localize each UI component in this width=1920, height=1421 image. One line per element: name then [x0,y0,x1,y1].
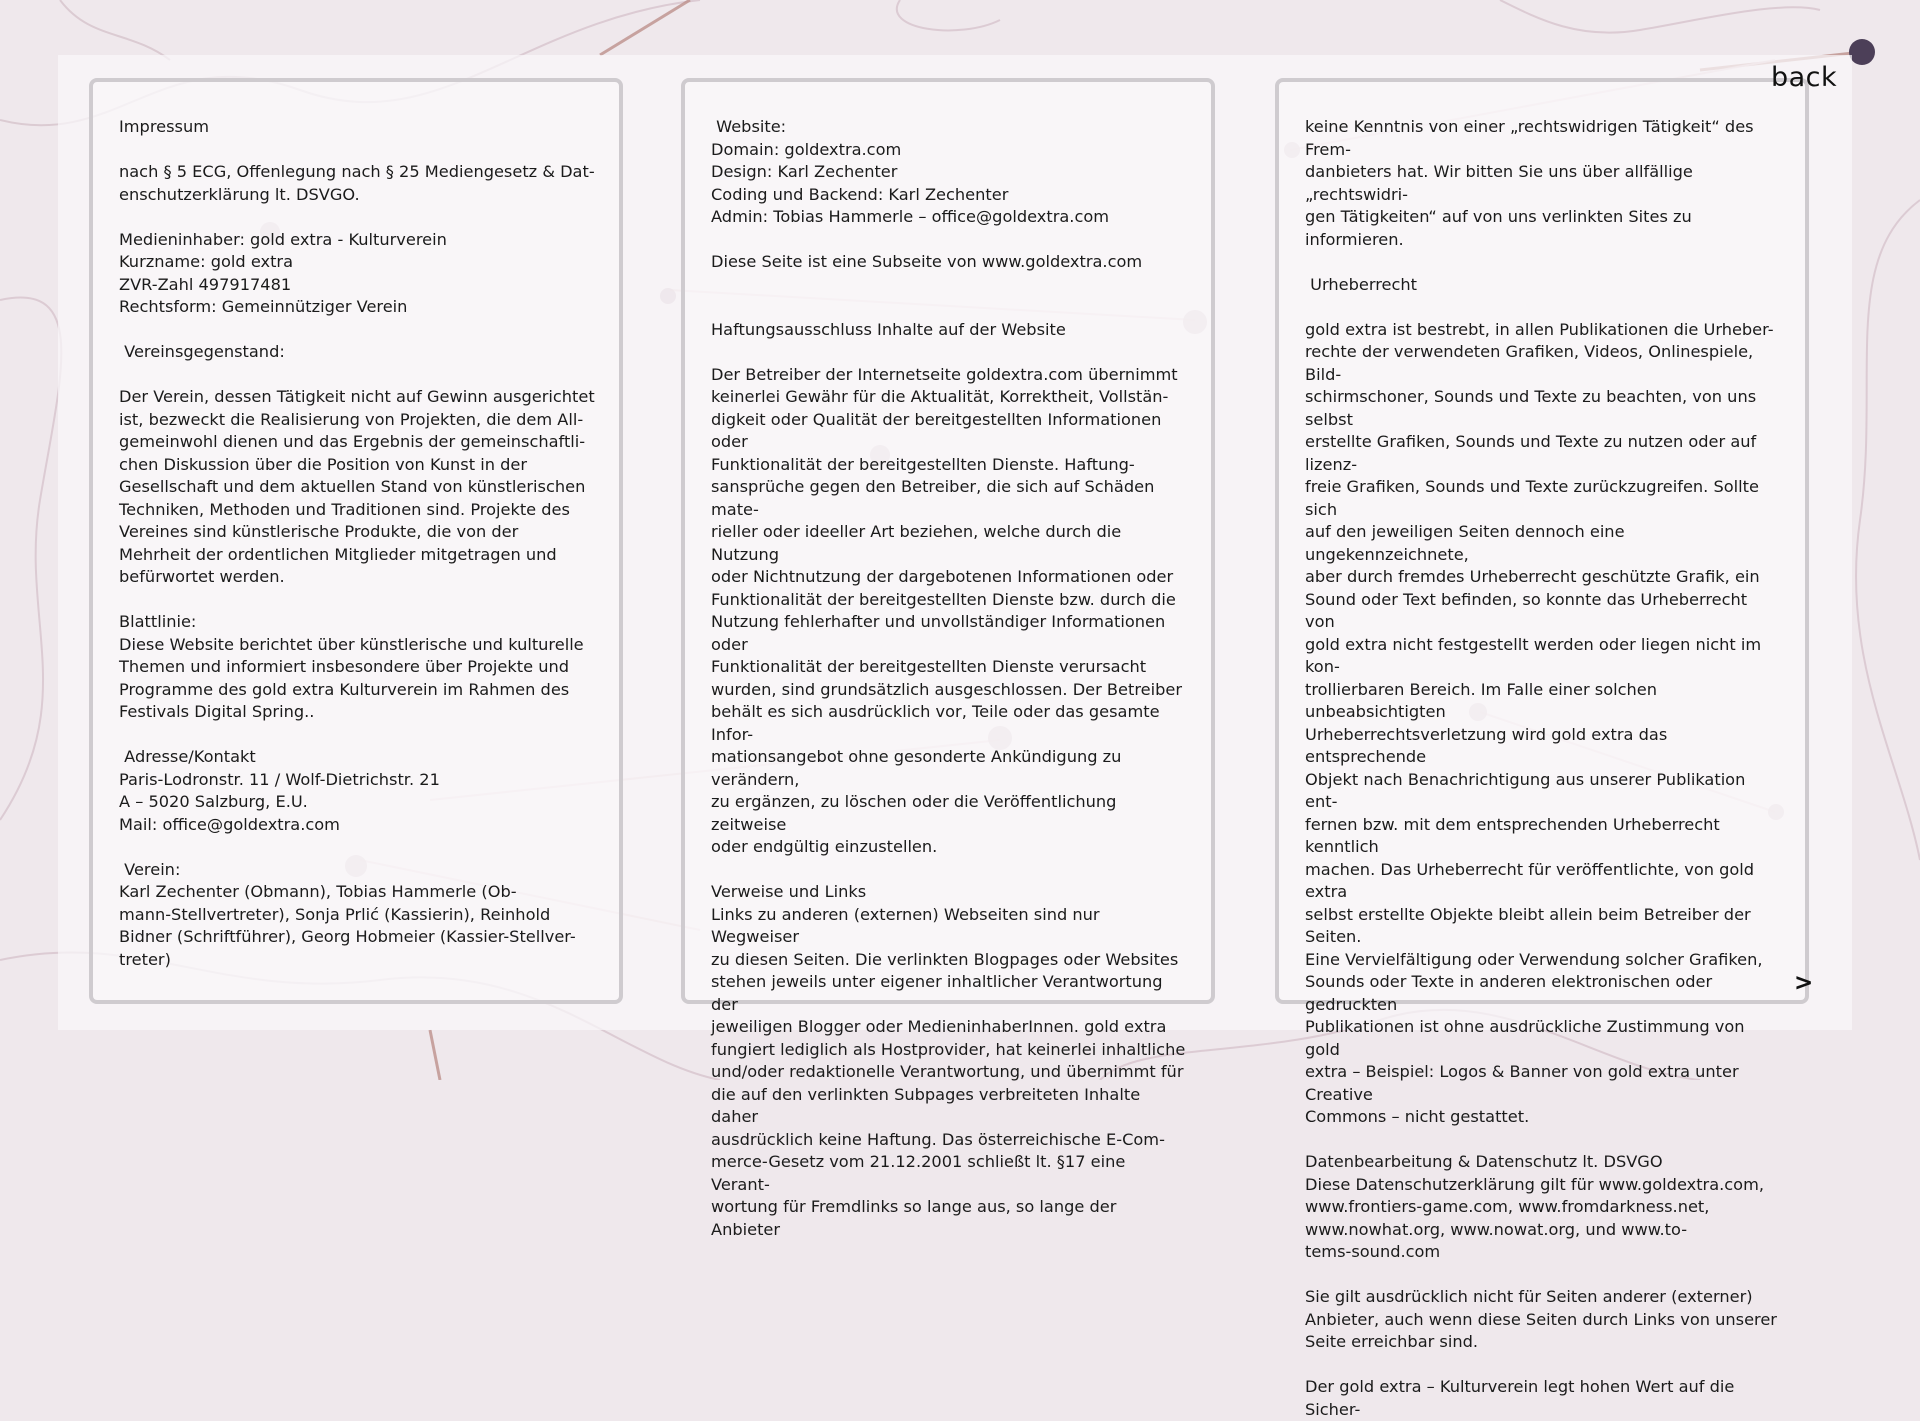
column-haftungsausschluss [681,78,1215,1239]
column-impressum [89,78,623,1004]
haftungsausschluss-text: Website: Domain: goldextra.com Design: Karl Zechenter Coding und Backend: Karl Zechenter Admin: Tobias Hammerle – office@goldextra.com Diese Seite ist eine Subseite von www.goldextra.com Haftungsausschluss Inhalte auf der Website Der Betreiber der Internetseite goldextra.com übernimmt keinerlei Gewähr für die Aktualität, Korrektheit, Vollstän- digkeit oder Qualität der bereitgestellten Informationen oder Funktionalität der bereitgestellten Dienste. Haftung- sansprüche gegen den Betreiber, die sich auf Schäden mate- rieller oder ideeller Art beziehen, welche durch die Nutzung oder Nichtnutzung der dargebotenen Informationen oder Funktionalität der bereitgestellten Dienste bzw. durch die Nutzung fehlerhafter und unvollständiger Informationen oder Funktionalität der bereitgestellten Dienste verursacht wurden, sind grundsätzlich ausgeschlossen. Der Betreiber behält es sich ausdrücklich vor, Teile oder das gesamte Infor- mationsangebot ohne gesonderte Ankündigung zu verändern, zu ergänzen, zu löschen oder die Veröffentlichung zeitweise oder endgültig einzustellen. Verweise und Links Links zu anderen (externen) Webseiten sind nur Wegweiser zu diesen Seiten. Die verlinkten Blogpages oder Websites stehen jeweils unter eigener inhaltlicher Verantwortung der jeweiligen Blogger oder MedieninhaberInnen. gold extra fungiert lediglich als Hostprovider, hat keinerlei inhaltliche und/oder redaktionelle Verantwortung, und übernimmt für die auf den verlinkten Subpages verbreiteten Inhalte daher ausdrücklich keine Haftung. Das österreichische E-Com- merce-Gesetz vom 21.12.2001 schließt lt. §17 eine Verant- wortung für Fremdlinks so lange aus, so lange der Anbieter [711,117,1186,1239]
next-page-arrow[interactable]: > [1794,970,1814,996]
urheberrecht-text: keine Kenntnis von einer „rechtswidrigen Tätigkeit“ des Frem- danbieters hat. Wir bitten Sie uns über allfällige „rechtswidri- gen Tätigkeiten“ auf von uns verlinkten Sites zu informieren. Urheberrecht gold extra ist bestrebt, in allen Publikationen die Urheber- rechte der verwendeten Grafiken, Videos, Onlinespiele, Bild- schirmschoner, Sounds und Texte zu beachten, von uns selbst erstellte Grafiken, Sounds und Texte zu nutzen oder auf lizenz- freie Grafiken, Sounds und Texte zurückzugreifen. Sollte sich auf den jeweiligen Seiten dennoch eine ungekennzeichnete, aber durch fremdes Urheberrecht geschützte Grafik, ein Sound oder Text befinden, so konnte das Urheberrecht von gold extra nicht festgestellt werden oder liegen nicht im kon- trollierbaren Bereich. Im Falle einer solchen unbeabsichtigten Urheberrechtsverletzung wird gold extra das entsprechende Objekt nach Benachrichtigung aus unserer Publikation ent- fernen bzw. mit dem entsprechenden Urheberrecht kenntlich machen. Das Urheberrecht für veröffentlichte, von gold extra selbst erstellte Objekte bleibt allein beim Betreiber der Seiten. Eine Vervielfältigung oder Verwendung solcher Grafiken, Sounds oder Texte in anderen elektronischen oder gedruckten Publikationen ist ohne ausdrückliche Zustimmung von gold extra – Beispiel: Logos & Banner von gold extra unter Creative Commons – nicht gestattet. Datenbearbeitung & Datenschutz lt. DSVGO Diese Datenschutzerklärung gilt für www.goldextra.com, www.frontiers-game.com, www.fromdarkness.net, www.nowhat.org, www.nowat.org, und www.to- tems-sound.com Sie gilt ausdrücklich nicht für Seiten anderer (externer) Anbieter, auch wenn diese Seiten durch Links von unserer Seite erreichbar sind. Der gold extra – Kulturverein legt hohen Wert auf die Sicher- [1305,117,1777,1419]
impressum-text: Impressum nach § 5 ECG, Offenlegung nach § 25 Mediengesetz & Dat- enschutzerklärung lt. DSVGO. Medieninhaber: gold extra - Kulturverein Kurzname: gold extra ZVR-Zahl 497917481 Rechtsform: Gemeinnütziger Verein Vereinsgegenstand: Der Verein, dessen Tätigkeit nicht auf Gewinn ausgerichtet ist, bezweckt die Realisierung von Projekten, die dem All- gemeinwohl dienen und das Ergebnis der gemeinschaftli- chen Diskussion über die Position von Kunst in der Gesellschaft und dem aktuellen Stand von künstlerischen Techniken, Methoden und Traditionen sind. Projekte des Vereines sind künstlerische Produkte, die von der Mehrheit der ordentlichen Mitglieder mitgetragen und befürwortet werden. Blattlinie: Diese Website berichtet über künstlerische und kulturelle Themen und informiert insbesondere über Projekte und Programme des gold extra Kulturverein im Rahmen des Festivals Digital Spring.. Adresse/Kontakt Paris-Lodronstr. 11 / Wolf-Dietrichstr. 21 A – 5020 Salzburg, E.U. Mail: office@goldextra.com Verein: Karl Zechenter (Obmann), Tobias Hammerle (Ob- mann-Stellvertreter), Sonja Prlić (Kassierin), Reinhold Bidner (Schriftführer), Georg Hobmeier (Kassier-Stellver- treter) [119,117,595,969]
column-urheberrecht [1275,78,1809,1419]
back-link[interactable]: back [1771,62,1838,93]
